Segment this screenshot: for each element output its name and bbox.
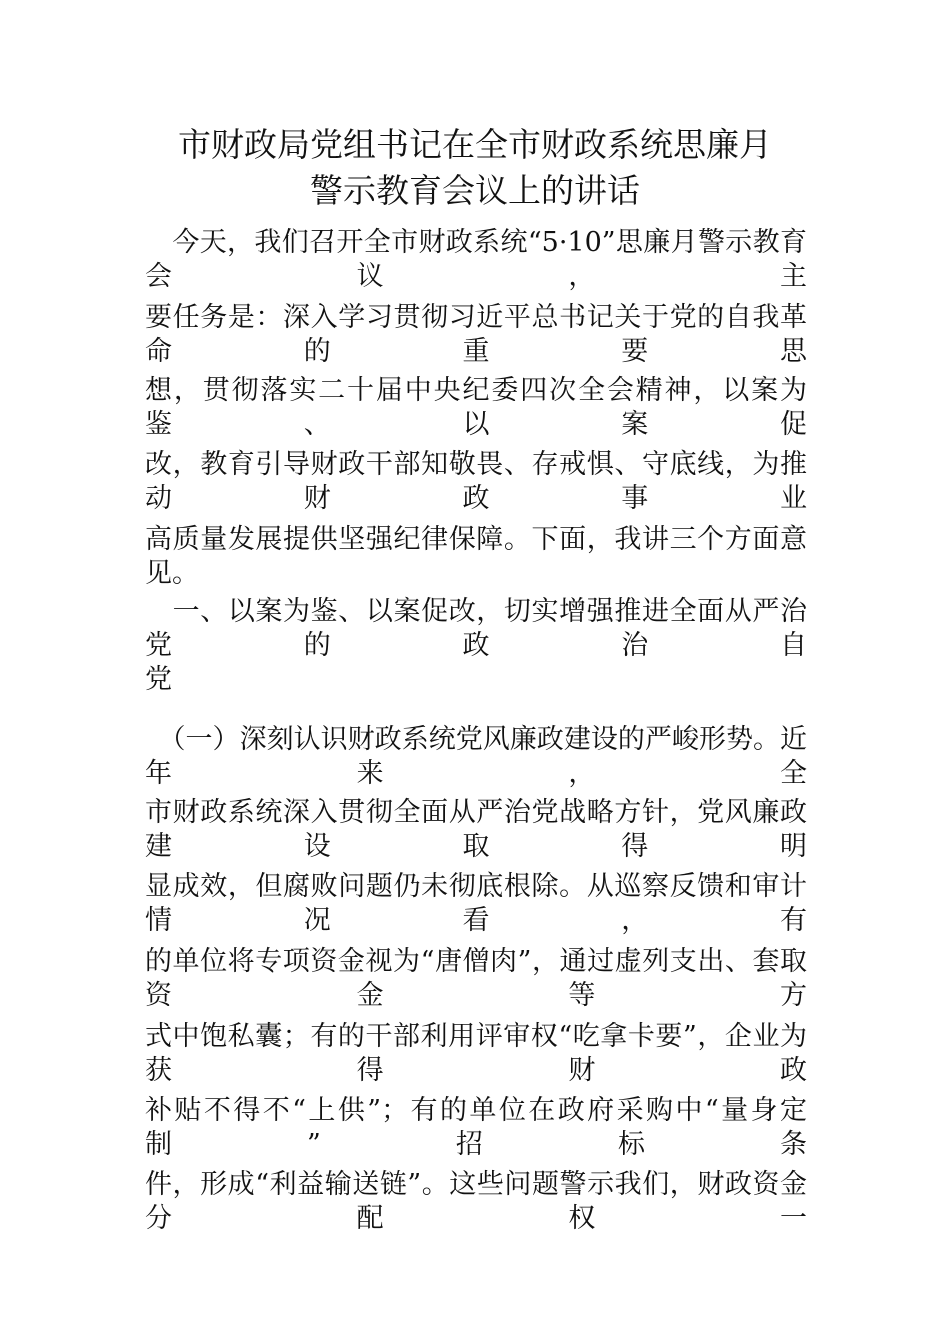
document-title-line-2: 警示教育会议上的讲话 xyxy=(310,171,640,210)
paragraph-line: 式中饱私囊；有的干部利用评审权“吃拿卡要”，企业为获得财政 xyxy=(145,1021,807,1086)
paragraph-line: 显成效，但腐败问题仍未彻底根除。从巡察反馈和审计情况看，有 xyxy=(145,871,807,936)
paragraph-line: 要任务是：深入学习贯彻习近平总书记关于党的自我革命的重要思 xyxy=(145,302,807,367)
paragraph-line: 件，形成“利益输送链”。这些问题警示我们，财政资金分配权一 xyxy=(145,1169,807,1234)
section-heading-line: 党 xyxy=(145,664,172,695)
paragraph-line: 想，贯彻落实二十届中央纪委四次全会精神，以案为鉴、以案促 xyxy=(145,375,807,440)
document-title-line-1: 市财政局党组书记在全市财政系统思廉月 xyxy=(178,125,772,164)
paragraph-line: 改，教育引导财政干部知敬畏、存戒惧、守底线，为推动财政事业 xyxy=(145,449,807,514)
paragraph-line: 补贴不得不“上供”；有的单位在政府采购中“量身定制”招标条 xyxy=(145,1095,807,1160)
paragraph-line: （一）深刻认识财政系统党风廉政建设的严峻形势。近年来，全 xyxy=(145,724,807,789)
paragraph-line: 高质量发展提供坚强纪律保障。下面，我讲三个方面意见。 xyxy=(145,524,807,589)
paragraph-line: 今天，我们召开全市财政系统“5·10”思廉月警示教育会议，主 xyxy=(145,227,807,292)
paragraph-line: 市财政系统深入贯彻全面从严治党战略方针，党风廉政建设取得明 xyxy=(145,797,807,862)
paragraph-line: 的单位将专项资金视为“唐僧肉”，通过虚列支出、套取资金等方 xyxy=(145,946,807,1011)
section-heading-line: 一、以案为鉴、以案促改，切实增强推进全面从严治党的政治自 xyxy=(145,596,807,661)
